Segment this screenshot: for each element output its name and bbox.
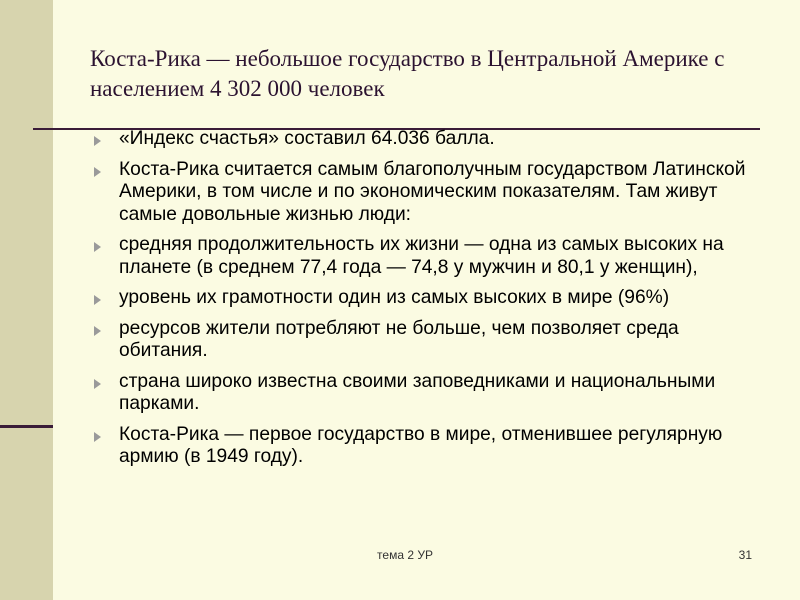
bullet-triangle-icon <box>94 432 101 442</box>
bullet-triangle-icon <box>94 295 101 305</box>
bullet-text: «Индекс счастья» составил 64.036 балла. <box>119 128 495 149</box>
bullet-triangle-icon <box>94 242 101 252</box>
bullet-text: Коста-Рика считается самым благополучным государством Латинской Америки, в том числе и по экономическим показателям. Там живут самые довольные жизнью люди: <box>119 158 746 225</box>
bullet-text: ресурсов жители потребляют не больше, чем позволяет среда обитания. <box>119 317 679 361</box>
bullet-item-reserves <box>92 371 752 416</box>
bullet-item-army <box>92 424 752 469</box>
bullet-item-happiness-index <box>92 128 752 151</box>
side-band <box>0 0 53 600</box>
bullet-item-literacy <box>92 287 752 310</box>
bullet-item-wellbeing <box>92 159 752 227</box>
bullet-triangle-icon <box>94 379 101 389</box>
bullet-triangle-icon <box>94 136 101 146</box>
bullet-text: средняя продолжительность их жизни — одна из самых высоких на планете (в среднем 77,4 года — 74,8 у мужчин и 80,1 у женщин), <box>119 234 724 278</box>
page-number: 31 <box>738 548 752 562</box>
footer-label: тема 2 УР <box>377 548 433 562</box>
slide-title: Коста-Рика — небольшое государство в Центральной Америке с населением 4 302 000 человек <box>90 46 725 101</box>
side-band-marker <box>0 425 53 428</box>
bullet-text: уровень их грамотности один из самых высоких в мире (96%) <box>119 287 670 308</box>
bullet-triangle-icon <box>94 326 101 336</box>
bullet-text: Коста-Рика — первое государство в мире, отменившее регулярную армию (в 1949 году). <box>119 423 723 467</box>
bullet-triangle-icon <box>94 167 101 177</box>
bullet-item-resources <box>92 318 752 363</box>
bullet-list <box>92 128 752 477</box>
bullet-item-life-expectancy <box>92 234 752 279</box>
bullet-text: страна широко известна своими заповедниками и национальными парками. <box>119 370 716 414</box>
